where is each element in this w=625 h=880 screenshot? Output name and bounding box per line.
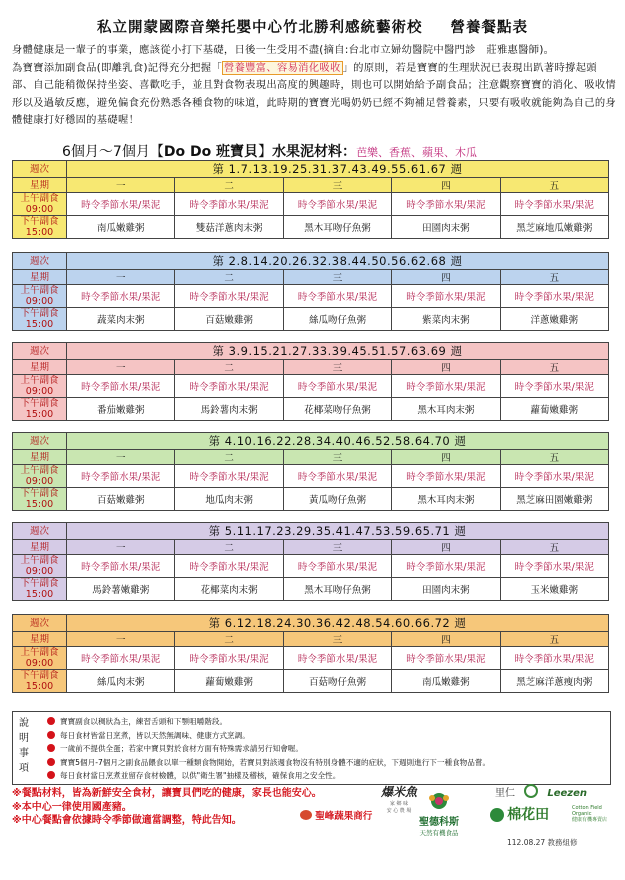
am-snack-label <box>13 465 67 488</box>
day-header: 五 <box>500 450 608 465</box>
am-snack-cell: 時令季節水果/果泥 <box>500 375 608 398</box>
supplier-logo-5 <box>300 808 380 822</box>
am-snack-label <box>13 193 67 216</box>
pm-snack-label <box>13 488 67 511</box>
pm-snack-cell: 黑芝麻地瓜嫩雞粥 <box>500 216 608 239</box>
pm-snack-cell: 黑木耳吻仔魚粥 <box>283 216 391 239</box>
bracket-close: 】 <box>258 144 273 160</box>
pm-snack-cell: 百菇嫩雞粥 <box>67 488 175 511</box>
pm-snack-cell: 絲瓜吻仔魚粥 <box>283 308 391 331</box>
footer-line: ※餐點材料，皆為新鮮安全食材，讓寶貝們吃的健康，家長也能安心。 <box>12 788 322 799</box>
am-snack-cell: 時令季節水果/果泥 <box>283 465 391 488</box>
notes-label-char: 事 <box>19 748 29 759</box>
am-snack-cell: 時令季節水果/果泥 <box>67 465 175 488</box>
footer-notes <box>12 787 322 828</box>
pm-snack-cell: 黑芝麻洋蔥瘦肉粥 <box>500 670 608 693</box>
am-label-text: 上午副食 <box>20 285 59 296</box>
pm-snack-cell: 紫菜肉末粥 <box>392 308 500 331</box>
week-label: 週次 <box>13 523 67 540</box>
week-numbers: 第 6.12.18.24.30.36.42.48.54.60.66.72 週 <box>67 615 609 632</box>
intro-line-2 <box>12 60 617 130</box>
am-snack-cell: 時令季節水果/果泥 <box>500 193 608 216</box>
note-item <box>47 729 490 743</box>
week-label: 週次 <box>13 161 67 178</box>
am-snack-cell: 時令季節水果/果泥 <box>392 193 500 216</box>
day-header: 一 <box>67 450 175 465</box>
pm-label-text: 下午副食 <box>20 488 59 499</box>
notes-list <box>47 715 490 783</box>
day-header: 三 <box>283 360 391 375</box>
pm-snack-cell: 黃瓜吻仔魚粥 <box>283 488 391 511</box>
pm-time: 15:00 <box>25 499 54 510</box>
pm-snack-cell: 花椰菜吻仔魚粥 <box>283 398 391 421</box>
logo-text: 爆米魚 <box>380 785 417 799</box>
pm-time: 15:00 <box>25 589 54 600</box>
am-snack-cell: 時令季節水果/果泥 <box>283 647 391 670</box>
day-label: 星期 <box>13 178 67 193</box>
notes-label-char: 項 <box>19 763 29 774</box>
day-header: 二 <box>175 632 283 647</box>
notes-label-char: 明 <box>19 733 29 744</box>
pm-snack-label <box>13 308 67 331</box>
pm-snack-label <box>13 216 67 239</box>
pm-snack-cell: 番茄嫩雞粥 <box>67 398 175 421</box>
pm-snack-cell: 馬鈴薯嫩雞粥 <box>67 578 175 601</box>
day-header: 四 <box>392 632 500 647</box>
am-snack-cell: 時令季節水果/果泥 <box>67 285 175 308</box>
pm-label-text: 下午副食 <box>20 578 59 589</box>
note-item <box>47 769 490 783</box>
week-numbers: 第 2.8.14.20.26.32.38.44.50.56.62.68 週 <box>67 253 609 270</box>
am-snack-cell: 時令季節水果/果泥 <box>392 465 500 488</box>
am-snack-label <box>13 375 67 398</box>
am-label-text: 上午副食 <box>20 193 59 204</box>
logo-subtext-group <box>572 805 612 823</box>
pm-snack-cell: 黑芝麻田園嫩雞粥 <box>500 488 608 511</box>
am-snack-label <box>13 647 67 670</box>
bullet-icon <box>47 771 55 779</box>
day-header: 三 <box>283 178 391 193</box>
day-header: 三 <box>283 632 391 647</box>
day-header: 五 <box>500 178 608 193</box>
am-snack-cell: 時令季節水果/果泥 <box>175 193 283 216</box>
leaf-circle-icon <box>524 784 538 798</box>
day-header: 二 <box>175 540 283 555</box>
am-snack-cell: 時令季節水果/果泥 <box>283 285 391 308</box>
pm-snack-cell: 田園肉末粥 <box>392 578 500 601</box>
am-snack-cell: 時令季節水果/果泥 <box>500 285 608 308</box>
pm-snack-cell: 蘿蔔嫩雞粥 <box>500 398 608 421</box>
pm-snack-cell: 百菇嫩雞粥 <box>175 308 283 331</box>
pm-snack-cell: 南瓜嫩雞粥 <box>392 670 500 693</box>
pm-snack-cell: 地瓜肉末粥 <box>175 488 283 511</box>
class-name: Do Do 班寶貝 <box>163 144 259 160</box>
day-header: 五 <box>500 360 608 375</box>
note-text: 每日食材當日烹煮並留存食材檢體，以供"衛生署"抽樣及稽核，確保食用之安全性。 <box>60 771 341 781</box>
intro-text-b: 」的原則，若是寶寶的生理狀況已表現出趴著時撐起頭部、自己能稍微保持坐姿、喜歡吃手，並且對食物表現出高度的興趣時，則也可以開始給予副食品；注意觀察寶寶的消化、吸收情形以及過敏反應，避免偏食充份熟悉各種食物的味道，此時期的寶寶光喝奶奶已經不夠補足營養素，只要有吸收就能夠為自己的身體健康打好穩固的基礎喔！ <box>12 61 617 127</box>
age-range: 6個月～7個月【 <box>62 144 164 160</box>
am-snack-cell: 時令季節水果/果泥 <box>283 555 391 578</box>
day-label: 星期 <box>13 360 67 375</box>
day-header: 三 <box>283 450 391 465</box>
intro-text-a: 為寶寶添加副食品(即離乳食)記得充分把握「 <box>12 61 222 74</box>
am-label-text: 上午副食 <box>20 465 59 476</box>
pm-time: 15:00 <box>25 319 54 330</box>
week-menu-table <box>12 522 609 601</box>
day-header: 一 <box>67 632 175 647</box>
pm-label-text: 下午副食 <box>20 308 59 319</box>
week-menu-table <box>12 252 609 331</box>
supplier-logo-4 <box>490 804 610 824</box>
pm-snack-label <box>13 670 67 693</box>
am-snack-label <box>13 285 67 308</box>
am-time: 09:00 <box>25 386 54 397</box>
supplier-logo-3 <box>495 784 605 799</box>
week-menu-table <box>12 342 609 421</box>
pm-snack-cell: 黑木耳肉末粥 <box>392 398 500 421</box>
flower-icon <box>423 790 455 810</box>
day-header: 一 <box>67 540 175 555</box>
pm-snack-cell: 黑木耳肉末粥 <box>392 488 500 511</box>
school-name: 私立開蒙國際音樂托嬰中心竹北勝利感統藝術校 <box>96 19 423 36</box>
day-label: 星期 <box>13 540 67 555</box>
am-label-text: 上午副食 <box>20 647 59 658</box>
note-item <box>47 756 490 770</box>
logo-subtext: 家 鄉 味 <box>389 801 409 807</box>
logo-text: 聖峰蔬果商行 <box>315 811 373 822</box>
day-header: 二 <box>175 178 283 193</box>
week-numbers: 第 3.9.15.21.27.33.39.45.51.57.63.69 週 <box>67 343 609 360</box>
day-header: 二 <box>175 270 283 285</box>
am-snack-cell: 時令季節水果/果泥 <box>67 375 175 398</box>
am-snack-cell: 時令季節水果/果泥 <box>500 555 608 578</box>
pm-snack-cell: 洋蔥嫩雞粥 <box>500 308 608 331</box>
notes-label <box>17 716 31 776</box>
day-header: 一 <box>67 178 175 193</box>
day-label: 星期 <box>13 270 67 285</box>
week-label: 週次 <box>13 253 67 270</box>
am-time: 09:00 <box>25 658 54 669</box>
week-numbers: 第 4.10.16.22.28.34.40.46.52.58.64.70 週 <box>67 433 609 450</box>
note-item <box>47 742 490 756</box>
day-header: 四 <box>392 178 500 193</box>
pm-snack-cell: 南瓜嫩雞粥 <box>67 216 175 239</box>
day-header: 四 <box>392 540 500 555</box>
logo-subtext: 安 心 農 場 <box>386 808 412 814</box>
week-label: 週次 <box>13 615 67 632</box>
pm-snack-cell: 蔬菜肉末粥 <box>67 308 175 331</box>
am-snack-label <box>13 555 67 578</box>
am-snack-cell: 時令季節水果/果泥 <box>175 647 283 670</box>
day-header: 三 <box>283 270 391 285</box>
am-label-text: 上午副食 <box>20 555 59 566</box>
day-header: 五 <box>500 540 608 555</box>
fruit-list: 芭樂、香蕉、蘋果、木瓜 <box>356 146 478 159</box>
am-snack-cell: 時令季節水果/果泥 <box>392 647 500 670</box>
am-time: 09:00 <box>25 476 54 487</box>
footer-line: ※本中心一律使用國產豬。 <box>12 801 132 813</box>
day-header: 四 <box>392 360 500 375</box>
am-label-text: 上午副食 <box>20 375 59 386</box>
day-header: 四 <box>392 450 500 465</box>
day-label: 星期 <box>13 450 67 465</box>
intro-paragraph <box>12 42 617 130</box>
pm-time: 15:00 <box>25 681 54 692</box>
logo-subtext: 天然有機食品 <box>419 829 459 837</box>
note-text: 每日食材皆當日烹煮，皆以天然無調味、健康方式烹調。 <box>60 730 250 740</box>
day-header: 五 <box>500 270 608 285</box>
intro-highlight: 營養豐富、容易消化吸收 <box>223 61 341 74</box>
bullet-icon <box>47 717 55 725</box>
pm-snack-cell: 雙菇洋蔥肉末粥 <box>175 216 283 239</box>
day-header: 五 <box>500 632 608 647</box>
am-snack-cell: 時令季節水果/果泥 <box>175 465 283 488</box>
am-snack-cell: 時令季節水果/果泥 <box>392 285 500 308</box>
day-header: 四 <box>392 270 500 285</box>
am-snack-cell: 時令季節水果/果泥 <box>67 193 175 216</box>
pm-snack-cell: 絲瓜肉末粥 <box>67 670 175 693</box>
pm-snack-cell: 馬鈴薯肉末粥 <box>175 398 283 421</box>
am-snack-cell: 時令季節水果/果泥 <box>500 647 608 670</box>
am-time: 09:00 <box>25 204 54 215</box>
am-snack-cell: 時令季節水果/果泥 <box>175 375 283 398</box>
week-numbers: 第 1.7.13.19.25.31.37.43.49.55.61.67 週 <box>67 161 609 178</box>
am-snack-cell: 時令季節水果/果泥 <box>175 555 283 578</box>
note-text: 寶寶5個月-7個月之副食品餵食以單一種類食物開始，若寶貝對該週食物沒有特別身體不適的症狀，下週則進行下一種食物品嘗。 <box>60 757 491 767</box>
note-item <box>47 715 490 729</box>
supplier-logo-2 <box>407 790 471 837</box>
logo-text: 里仁 <box>495 788 515 799</box>
logo-text: Leezen <box>547 788 588 799</box>
fruit-puree-label: 水果泥材料： <box>272 144 357 160</box>
pm-snack-cell: 黑木耳吻仔魚粥 <box>283 578 391 601</box>
am-snack-cell: 時令季節水果/果泥 <box>67 647 175 670</box>
week-menu-table <box>12 160 609 239</box>
am-snack-cell: 時令季節水果/果泥 <box>392 375 500 398</box>
day-header: 一 <box>67 270 175 285</box>
am-snack-cell: 時令季節水果/果泥 <box>175 285 283 308</box>
logo-text: 棉花田 <box>507 807 550 823</box>
pm-snack-cell: 玉米嫩雞粥 <box>500 578 608 601</box>
am-time: 09:00 <box>25 296 54 307</box>
revision-note: 112.08.27 教務組修 <box>507 838 578 847</box>
week-numbers: 第 5.11.17.23.29.35.41.47.53.59.65.71 週 <box>67 523 609 540</box>
am-snack-cell: 時令季節水果/果泥 <box>67 555 175 578</box>
pm-label-text: 下午副食 <box>20 670 59 681</box>
pm-label-text: 下午副食 <box>20 216 59 227</box>
logo-subtext: 健康有機專賣店 <box>572 817 608 823</box>
note-text: 一歲前不提供全蛋；若家中寶貝對於食材方面有特殊需求請另行知會喔。 <box>60 744 303 754</box>
document-type: 營養餐點表 <box>450 19 529 36</box>
week-label: 週次 <box>13 433 67 450</box>
day-header: 一 <box>67 360 175 375</box>
bullet-icon <box>47 731 55 739</box>
pm-snack-label <box>13 578 67 601</box>
pm-snack-cell: 花椰菜肉末粥 <box>175 578 283 601</box>
pm-label-text: 下午副食 <box>20 398 59 409</box>
pm-snack-cell: 蘿蔔嫩雞粥 <box>175 670 283 693</box>
pm-snack-label <box>13 398 67 421</box>
logo-text: 聖德科斯 <box>419 817 459 828</box>
am-snack-cell: 時令季節水果/果泥 <box>283 375 391 398</box>
week-menu-table <box>12 614 609 693</box>
bullet-icon <box>47 758 55 766</box>
age-group-subtitle <box>62 141 477 161</box>
logo-subtext: Cotton Field Organic <box>572 805 602 817</box>
am-snack-cell: 時令季節水果/果泥 <box>392 555 500 578</box>
note-text: 寶寶副食以稠狀為主，練習舌頭和下顎咀嚼階段。 <box>60 717 228 726</box>
am-snack-cell: 時令季節水果/果泥 <box>500 465 608 488</box>
pm-snack-cell: 百菇吻仔魚粥 <box>283 670 391 693</box>
cotton-icon <box>490 808 504 822</box>
pm-time: 15:00 <box>25 227 54 238</box>
bullet-icon <box>47 744 55 752</box>
notes-label-char: 說 <box>19 718 29 729</box>
day-header: 三 <box>283 540 391 555</box>
week-menu-table <box>12 432 609 511</box>
day-header: 二 <box>175 360 283 375</box>
week-label: 週次 <box>13 343 67 360</box>
vegetable-icon <box>300 810 312 820</box>
am-time: 09:00 <box>25 566 54 577</box>
notes-box <box>12 711 611 785</box>
pm-snack-cell: 田園肉末粥 <box>392 216 500 239</box>
pm-time: 15:00 <box>25 409 54 420</box>
intro-line-1: 身體健康是一輩子的事業，應該從小打下基礎，日後一生受用不盡(摘自:台北市立婦幼醫院中醫門診 莊雅惠醫師)。 <box>12 44 555 56</box>
page-title <box>0 16 625 37</box>
day-header: 二 <box>175 450 283 465</box>
footer-line: ※中心餐點會依據時令季節做適當調整，特此告知。 <box>12 815 242 826</box>
am-snack-cell: 時令季節水果/果泥 <box>283 193 391 216</box>
day-label: 星期 <box>13 632 67 647</box>
